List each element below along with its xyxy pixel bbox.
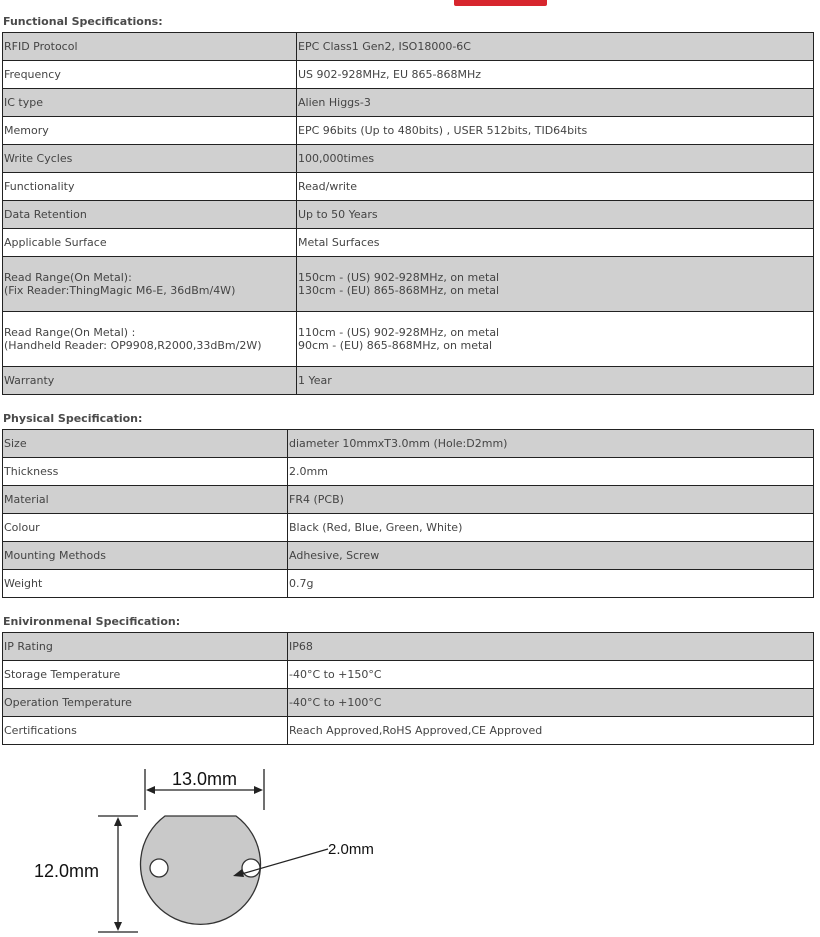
spec-label: Warranty [3, 367, 297, 395]
table-row [3, 257, 814, 312]
spec-value: diameter 10mmxT3.0mm (Hole:D2mm) [288, 430, 814, 458]
spec-label: Mounting Methods [3, 542, 288, 570]
spec-label [3, 312, 297, 367]
spec-value: Black (Red, Blue, Green, White) [288, 514, 814, 542]
spec-label: Data Retention [3, 201, 297, 229]
table-row [3, 570, 814, 598]
spec-value [297, 257, 814, 312]
table-row [3, 173, 814, 201]
spec-value-line: 150cm - (US) 902-928MHz, on metal [298, 271, 500, 284]
table-row [3, 61, 814, 89]
left-hole-icon [150, 859, 168, 877]
spec-value: Metal Surfaces [297, 229, 814, 257]
table-row [3, 89, 814, 117]
spec-label-line: Read Range(On Metal) : [4, 326, 136, 339]
spec-label: Storage Temperature [3, 661, 288, 689]
spec-label: Write Cycles [3, 145, 297, 173]
environmental-spec-table [2, 632, 814, 745]
table-row [3, 486, 814, 514]
height-dimension-label: 12.0mm [34, 861, 100, 881]
spec-label: Frequency [3, 61, 297, 89]
spec-value: 0.7g [288, 570, 814, 598]
spec-value: 100,000times [297, 145, 814, 173]
spec-value: EPC Class1 Gen2, ISO18000-6C [297, 33, 814, 61]
table-row [3, 542, 814, 570]
functional-spec-heading: Functional Specifications: [3, 15, 163, 28]
spec-value: IP68 [288, 633, 814, 661]
functional-spec-table [2, 32, 814, 395]
hole-dimension-label: 2.0mm [328, 841, 374, 858]
table-row [3, 514, 814, 542]
physical-spec-table [2, 429, 814, 598]
spec-value: Alien Higgs-3 [297, 89, 814, 117]
table-row [3, 312, 814, 367]
spec-value: 1 Year [297, 367, 814, 395]
spec-label-line: (Handheld Reader: OP9908,R2000,33dBm/2W) [4, 339, 262, 352]
spec-value: EPC 96bits (Up to 480bits) , USER 512bits, TID64bits [297, 117, 814, 145]
table-row [3, 117, 814, 145]
table-row [3, 201, 814, 229]
spec-value-line: 130cm - (EU) 865-868MHz, on metal [298, 284, 500, 297]
table-row [3, 430, 814, 458]
spec-value: Adhesive, Screw [288, 542, 814, 570]
spec-label: Memory [3, 117, 297, 145]
table-row [3, 229, 814, 257]
spec-value: US 902-928MHz, EU 865-868MHz [297, 61, 814, 89]
spec-value: Read/write [297, 173, 814, 201]
table-row [3, 661, 814, 689]
table-row [3, 717, 814, 745]
table-row [3, 633, 814, 661]
width-dimension-label: 13.0mm [172, 769, 238, 789]
spec-label: Functionality [3, 173, 297, 201]
spec-value: -40°C to +100°C [288, 689, 814, 717]
physical-spec-heading: Physical Specification: [3, 412, 143, 425]
spec-value: FR4 (PCB) [288, 486, 814, 514]
table-row [3, 33, 814, 61]
spec-label-line: (Fix Reader:ThingMagic M6-E, 36dBm/4W) [4, 284, 236, 297]
spec-value: Up to 50 Years [297, 201, 814, 229]
spec-value-line: 90cm - (EU) 865-868MHz, on metal [298, 339, 493, 352]
spec-label: RFID Protocol [3, 33, 297, 61]
spec-label: Thickness [3, 458, 288, 486]
height-arrow-bottom-icon [114, 922, 122, 931]
spec-label: IC type [3, 89, 297, 117]
spec-label: Colour [3, 514, 288, 542]
spec-label [3, 257, 297, 312]
spec-value: Reach Approved,RoHS Approved,CE Approved [288, 717, 814, 745]
height-arrow-top-icon [114, 817, 122, 826]
spec-value: 2.0mm [288, 458, 814, 486]
table-row [3, 367, 814, 395]
spec-label: Operation Temperature [3, 689, 288, 717]
right-hole-icon [242, 859, 260, 877]
spec-label: Size [3, 430, 288, 458]
environmental-spec-heading: Enivironmenal Specification: [3, 615, 181, 628]
spec-label-line: Read Range(On Metal): [4, 271, 132, 284]
spec-value: -40°C to +150°C [288, 661, 814, 689]
table-row [3, 689, 814, 717]
spec-label: Certifications [3, 717, 288, 745]
tag-dimension-diagram [0, 752, 420, 937]
table-row [3, 145, 814, 173]
spec-value-line: 110cm - (US) 902-928MHz, on metal [298, 326, 500, 339]
top-red-button[interactable] [454, 0, 547, 6]
spec-label: IP Rating [3, 633, 288, 661]
spec-label: Weight [3, 570, 288, 598]
spec-label: Applicable Surface [3, 229, 297, 257]
spec-label: Material [3, 486, 288, 514]
width-arrow-left-icon [146, 786, 155, 794]
table-row [3, 458, 814, 486]
width-arrow-right-icon [254, 786, 263, 794]
spec-value [297, 312, 814, 367]
